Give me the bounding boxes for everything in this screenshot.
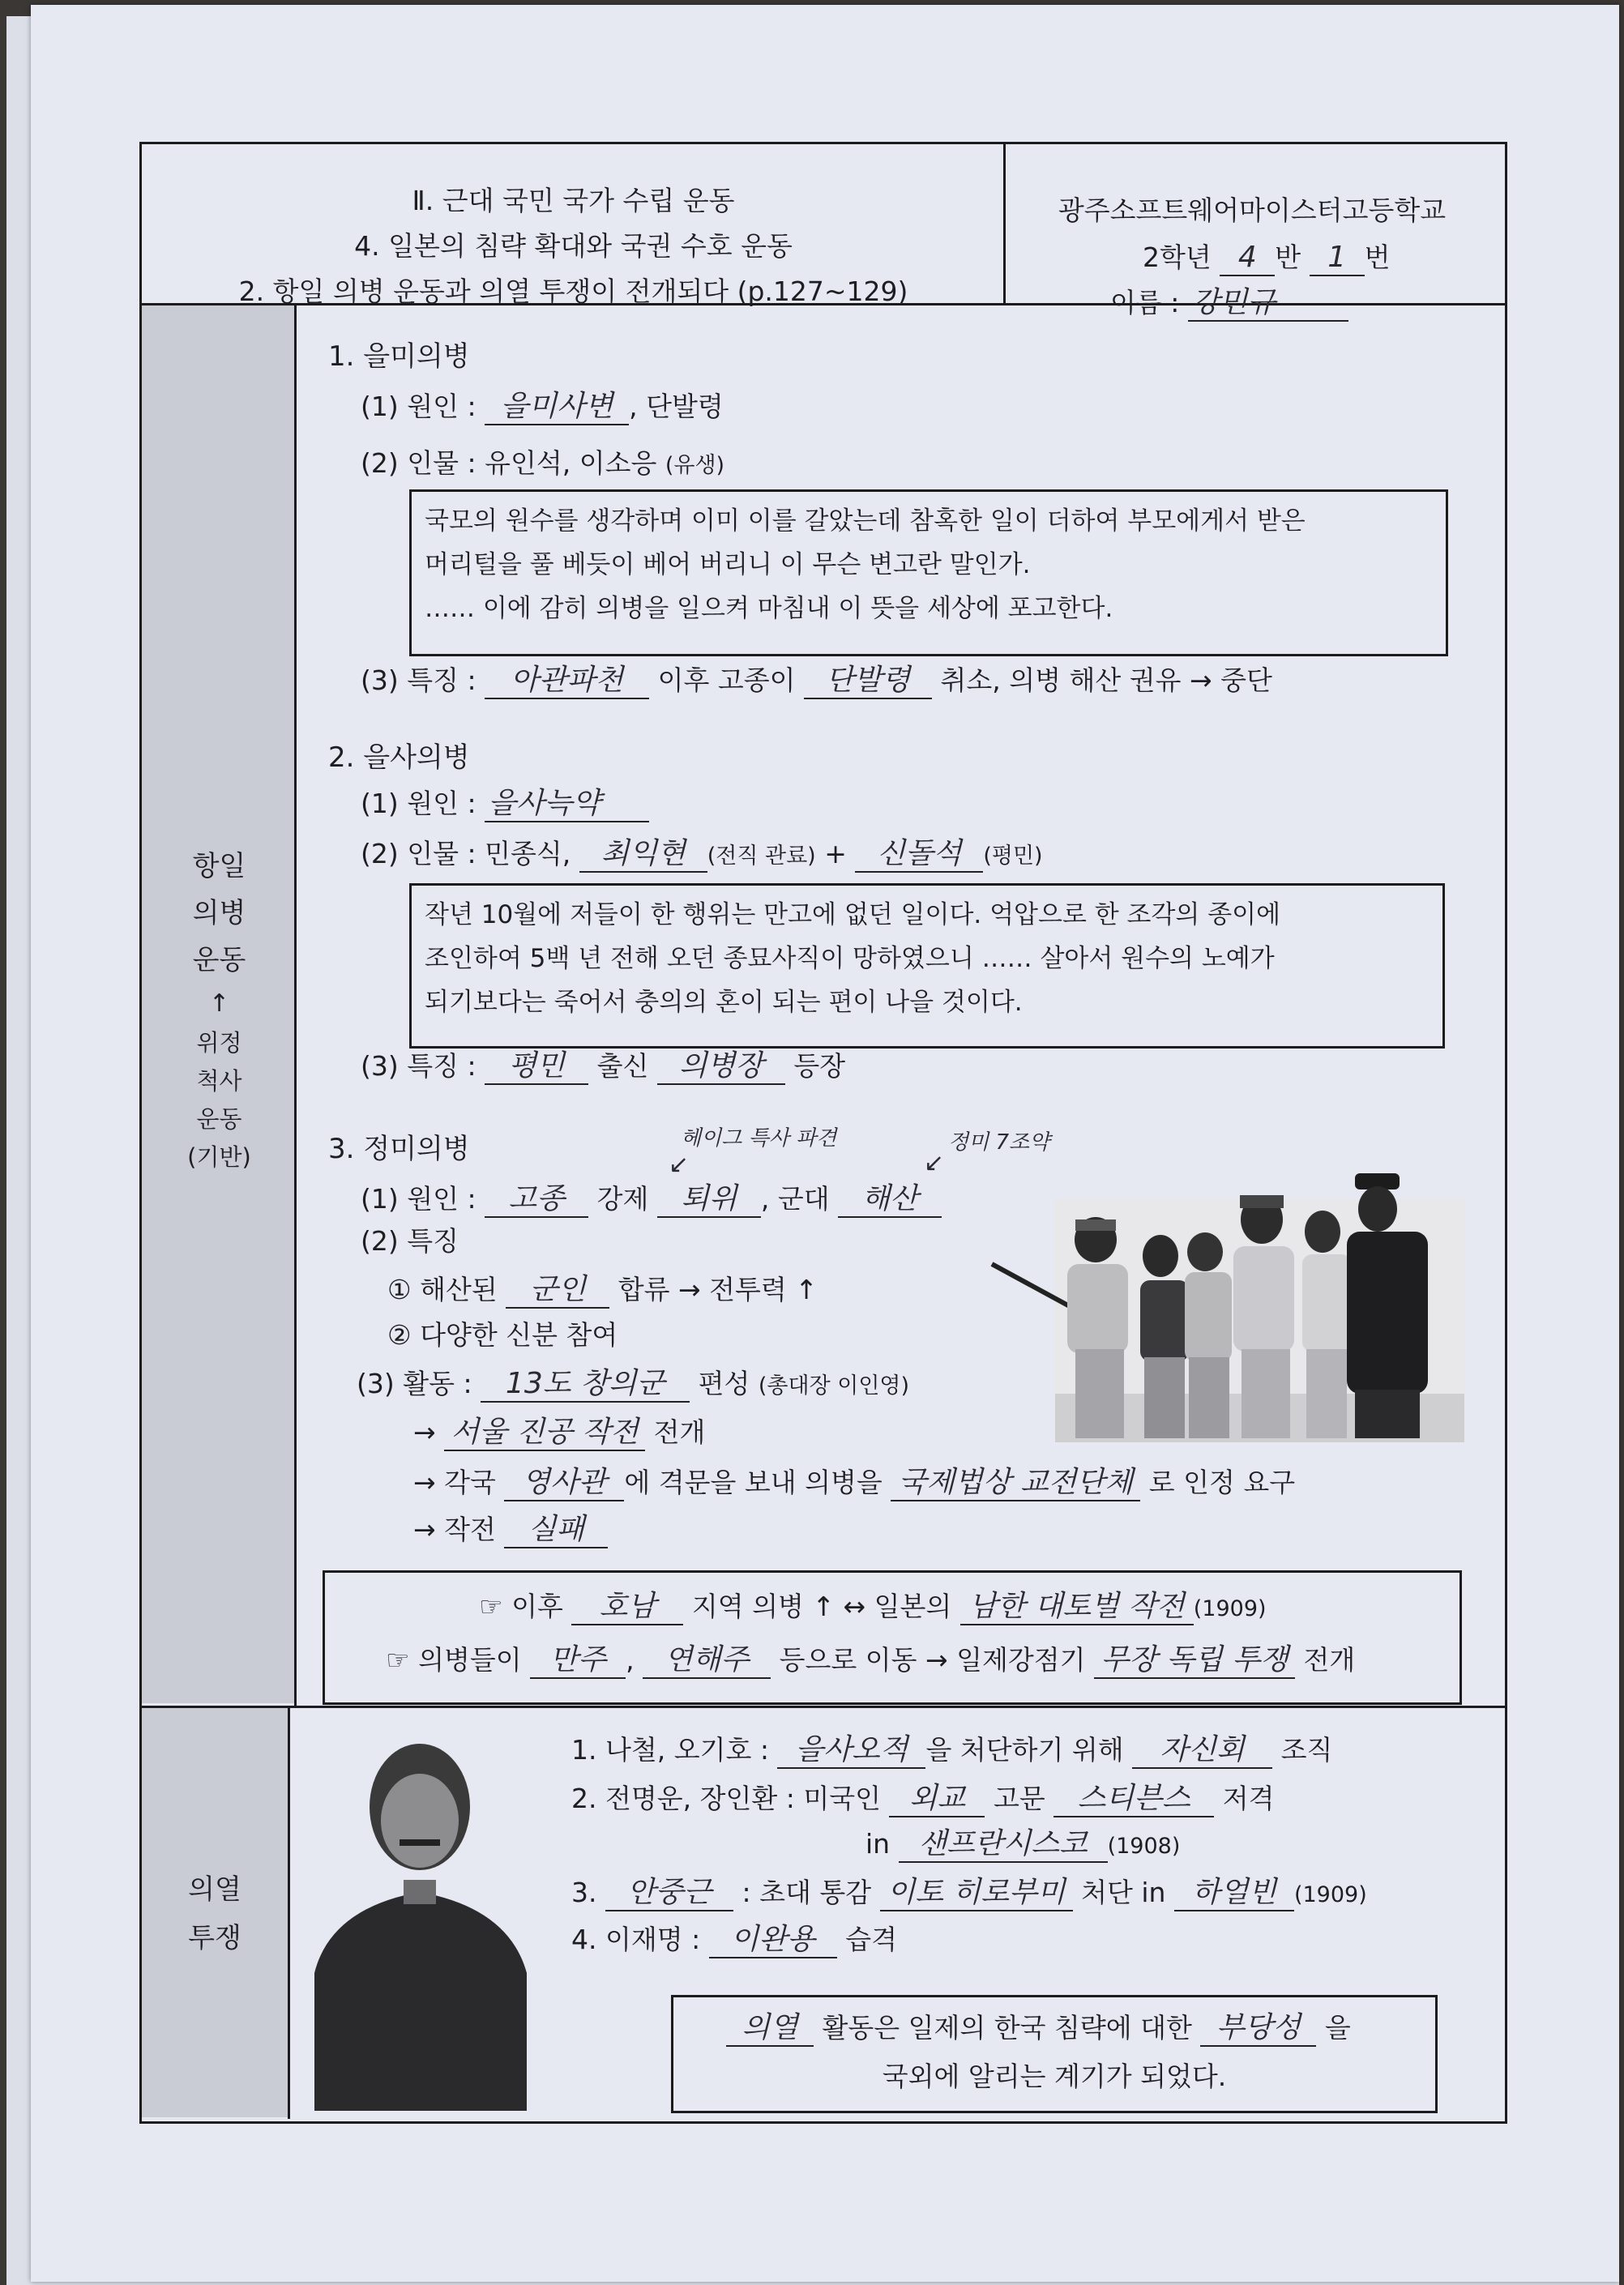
- note: (전직 관료): [707, 844, 816, 869]
- jeongmi-heading: 3. 정미의병: [328, 1133, 470, 1165]
- text: 을: [1324, 2012, 1351, 2044]
- uiyeol-item-3: [571, 1875, 1367, 1911]
- label: (3) 특징 :: [361, 1050, 477, 1082]
- uiyeol-item-2b: [865, 1826, 1180, 1863]
- jeongmi-summary-box: [323, 1570, 1462, 1705]
- text: 조직: [1280, 1734, 1333, 1766]
- text: 합류 → 전투력 ↑: [618, 1274, 818, 1305]
- label: (2) 인물 : 민종식,: [361, 838, 571, 869]
- text: , 단발령: [629, 391, 724, 422]
- sidebar-divider-2: [288, 1706, 290, 2119]
- answer-blank: 13도 창의군: [481, 1366, 690, 1403]
- quote-line: 조인하여 5백 년 전해 오던 종묘사직이 망하였으니 …… 살아서 원수의 노예가: [425, 944, 1275, 973]
- side-text: 의열: [188, 1873, 241, 1906]
- class-number: 4: [1220, 240, 1275, 276]
- portrait-coat: [314, 1892, 527, 2111]
- answer-blank: 을미사변: [485, 389, 629, 425]
- text: : 초대 통감: [741, 1877, 872, 1908]
- righteous-army-photo-svg: [990, 1151, 1464, 1442]
- eulsa-heading: 2. 을사의병: [328, 741, 470, 774]
- note: (유생): [665, 453, 725, 478]
- side-text: 운동: [192, 944, 246, 976]
- text: 3.: [571, 1877, 597, 1908]
- header-vertical-divider: [1003, 142, 1006, 304]
- answer-blank: 아관파천: [485, 663, 649, 699]
- jeongmi-feature-label: (2) 특징: [361, 1225, 459, 1257]
- answer-blank: 남한 대토벌 작전: [960, 1589, 1194, 1625]
- label: (1) 원인 :: [361, 1183, 477, 1215]
- text: 1. 나철, 오기호 :: [571, 1734, 769, 1766]
- portrait-svg: [298, 1730, 543, 2111]
- side-text: 척사: [196, 1067, 242, 1095]
- answer-blank: 만주: [530, 1642, 626, 1679]
- text: 로 인정 요구: [1148, 1467, 1296, 1498]
- text: 등장: [793, 1050, 846, 1082]
- student-number: 1: [1310, 240, 1365, 276]
- text: 2. 전명운, 장인환 : 미국인: [571, 1783, 881, 1814]
- text: 이후 고종이: [657, 664, 796, 696]
- text: 저격: [1222, 1783, 1275, 1814]
- text: 고문: [993, 1783, 1045, 1814]
- jeongmi-arrow-1: [413, 1415, 705, 1451]
- unit-title: Ⅱ. 근대 국민 국가 수립 운동: [412, 185, 735, 216]
- uiyeol-item-4: [571, 1922, 897, 1958]
- answer-blank: 무장 독립 투쟁: [1094, 1642, 1295, 1679]
- student-name: 강민규: [1188, 285, 1348, 322]
- lesson-title: 2. 항일 의병 운동과 의열 투쟁이 전개되다 (p.127~129): [238, 275, 908, 307]
- quote-line: 되기보다는 죽어서 충의의 혼이 되는 편이 나을 것이다.: [425, 988, 1023, 1017]
- answer-blank: 서울 진공 작전: [444, 1415, 645, 1451]
- grade-text: 2학년: [1143, 241, 1212, 273]
- text: 취소, 의병 해산 권유 → 중단: [940, 664, 1272, 696]
- text: 편성: [698, 1368, 750, 1399]
- side-text: 의병: [192, 897, 246, 929]
- answer-blank: 의병장: [657, 1049, 785, 1085]
- side-text: 항일: [192, 850, 246, 882]
- answer-blank: 최익현: [579, 836, 707, 873]
- answer-blank: 해산: [838, 1181, 942, 1218]
- eulmi-heading: 1. 을미의병: [328, 340, 470, 373]
- uiyeol-summary-line-2: 국외에 알리는 계기가 되었다.: [882, 2061, 1227, 2092]
- sidebar-label-resistance: [144, 843, 294, 1177]
- answer-blank: 군인: [506, 1272, 609, 1309]
- summary-line-2: [386, 1642, 1355, 1679]
- text: 4. 이재명 :: [571, 1924, 701, 1955]
- text: ① 해산된: [387, 1274, 498, 1305]
- jeongmi-activity: [357, 1366, 909, 1403]
- note: (1909): [1193, 1596, 1267, 1621]
- number-suffix: 번: [1364, 241, 1391, 273]
- jeongmi-feature-2: ② 다양한 신분 참여: [387, 1319, 618, 1351]
- righteous-army-photo: [990, 1151, 1464, 1442]
- answer-blank: 신돌석: [855, 836, 983, 873]
- portrait-photo: [298, 1730, 543, 2111]
- answer-blank: 샌프란시스코: [899, 1826, 1108, 1863]
- text: → 각국: [413, 1467, 496, 1498]
- text: +: [824, 838, 847, 869]
- text: in: [865, 1828, 891, 1860]
- eulmi-quote-box: [409, 489, 1448, 656]
- arrow: →: [413, 1416, 436, 1448]
- note: (1909): [1293, 1882, 1367, 1907]
- class-suffix: 반: [1275, 241, 1301, 273]
- answer-blank: 이완용: [709, 1922, 837, 1958]
- eulsa-cause: [361, 786, 649, 822]
- answer-blank: 자신회: [1132, 1732, 1272, 1769]
- side-text: 투쟁: [188, 1922, 241, 1954]
- jeongmi-cause: [361, 1181, 942, 1218]
- label: (3) 활동 :: [357, 1368, 472, 1399]
- class-info: [1143, 240, 1391, 276]
- answer-blank: 호남: [571, 1589, 683, 1625]
- text: 처단 in: [1081, 1877, 1166, 1908]
- answer-blank: 하얼빈: [1174, 1875, 1294, 1911]
- text: 을 처단하기 위해: [925, 1734, 1124, 1766]
- eulmi-feature: [361, 663, 1272, 699]
- answer-blank: 단발령: [804, 663, 932, 699]
- jeongmi-arrow-2: [413, 1465, 1295, 1501]
- text: 등으로 이동 → 일제강점기: [779, 1644, 1086, 1676]
- text: 출신: [596, 1050, 649, 1082]
- chapter-title: 4. 일본의 침략 확대와 국권 수호 운동: [354, 230, 793, 262]
- note: (평민): [983, 844, 1043, 869]
- eulsa-people: [361, 836, 1043, 873]
- jeongmi-feature-1: [387, 1272, 818, 1309]
- text: ,: [626, 1644, 635, 1676]
- text: , 군대: [760, 1183, 830, 1215]
- name-label: 이름 :: [1110, 287, 1180, 318]
- answer-blank: 퇴위: [657, 1181, 761, 1218]
- answer-blank: 영사관: [504, 1465, 624, 1501]
- label: (3) 특징 :: [361, 664, 477, 696]
- note-arrow-1: ↙: [669, 1151, 690, 1179]
- uiyeol-summary-line-1: [726, 2010, 1351, 2047]
- handwritten-note-treaty: 정미 7조약: [948, 1130, 1050, 1155]
- side-text: (기반): [187, 1143, 251, 1171]
- answer-blank: 평민: [485, 1049, 588, 1085]
- answer-blank: 스티븐스: [1053, 1781, 1214, 1817]
- note: (1908): [1107, 1834, 1181, 1859]
- quote-line: …… 이에 감히 의병을 일으켜 마침내 이 뜻을 세상에 포고한다.: [425, 594, 1113, 623]
- portrait-face: [381, 1774, 459, 1868]
- text: ☞ 이후: [479, 1591, 563, 1622]
- text: 전개: [653, 1416, 706, 1448]
- up-arrow: ↑: [208, 989, 230, 1018]
- text: 습격: [845, 1924, 897, 1955]
- label: (1) 원인 :: [361, 788, 477, 819]
- portrait-moustache: [400, 1839, 440, 1846]
- uiyeol-item-2: [571, 1781, 1275, 1817]
- quote-line: 국모의 원수를 생각하며 이미 이를 갈았는데 참혹한 일이 더하여 부모에게서 받은: [425, 506, 1306, 536]
- sidebar-label-uiyeol: [142, 1865, 288, 1963]
- text: 지역 의병 ↑ ↔ 일본의: [691, 1591, 952, 1622]
- eulmi-cause: [361, 389, 724, 425]
- text: ☞ 의병들이: [386, 1644, 522, 1676]
- side-text: 운동: [196, 1105, 242, 1133]
- answer-blank: 부당성: [1200, 2010, 1316, 2047]
- uiyeol-summary-box: [671, 1995, 1438, 2113]
- answer-blank: 국제법상 교전단체: [891, 1465, 1140, 1501]
- sidebar-divider-1: [294, 303, 297, 1707]
- answer-blank: 이토 히로부미: [880, 1875, 1073, 1911]
- eulsa-quote-box: [409, 883, 1445, 1049]
- summary-line-1: [479, 1589, 1267, 1625]
- quote-line: 작년 10월에 저들이 한 행위는 만고에 없던 일이다. 억압으로 한 조각의 종이에: [425, 900, 1281, 929]
- answer-blank: 안중근: [605, 1875, 733, 1911]
- answer-blank: 연해주: [643, 1642, 771, 1679]
- answer-blank: 실패: [504, 1512, 608, 1548]
- uiyeol-item-1: [571, 1732, 1332, 1769]
- quote-line: 머리털을 풀 베듯이 베어 버리니 이 무슨 변고란 말인가.: [425, 550, 1031, 579]
- label: (2) 인물 : 유인석, 이소응: [361, 447, 657, 479]
- text: 에 격문을 보내 의병을: [624, 1467, 883, 1498]
- note-arrow-2: ↙: [924, 1149, 945, 1177]
- portrait-neck: [404, 1880, 436, 1904]
- text: 전개: [1303, 1644, 1356, 1676]
- text: → 작전: [413, 1514, 496, 1545]
- name-row: [1110, 285, 1348, 322]
- answer-blank: 외교: [889, 1781, 985, 1817]
- handwritten-note-hague: 헤이그 특사 파견: [681, 1126, 837, 1151]
- label: (1) 원인 :: [361, 391, 477, 422]
- school-name: 광주소프트웨어마이스터고등학교: [1058, 194, 1447, 226]
- jeongmi-arrow-3: [413, 1512, 608, 1548]
- section-divider: [139, 1706, 1505, 1708]
- text: 활동은 일제의 한국 침략에 대한: [822, 2012, 1192, 2044]
- note: (총대장 이인영): [758, 1373, 910, 1399]
- answer-blank: 고종: [485, 1181, 588, 1218]
- answer-blank: 을사오적: [777, 1732, 925, 1769]
- text: 강제: [596, 1183, 649, 1215]
- eulsa-feature: [361, 1049, 845, 1085]
- eulmi-people: [361, 447, 724, 480]
- answer-blank: 의열: [726, 2010, 814, 2047]
- answer-blank: 을사늑약: [485, 786, 649, 822]
- side-text: 위정: [196, 1029, 242, 1057]
